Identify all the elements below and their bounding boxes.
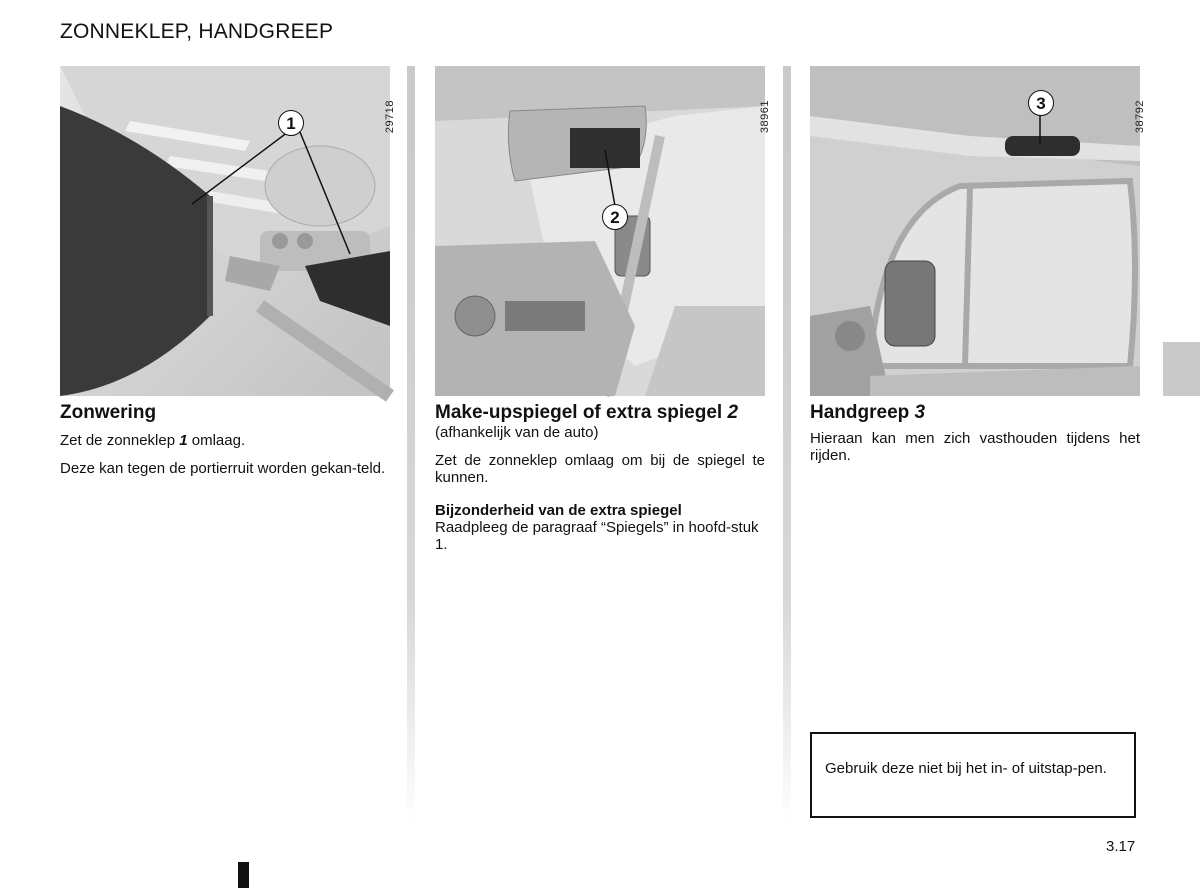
- mirror-illustration: [435, 66, 765, 396]
- callout-1: 1: [278, 110, 304, 136]
- margin-mark: [238, 862, 249, 888]
- page-number: 3.17: [1106, 838, 1136, 855]
- chapter-tab: [1163, 342, 1200, 396]
- section-heading: Handgreep 3: [810, 402, 926, 423]
- column-grab-handle: [810, 66, 1146, 464]
- section-heading: Make-upspiegel of extra spiegel 2: [435, 402, 739, 423]
- column-divider: [407, 66, 415, 826]
- body-paragraph: Hieraan kan men zich vasthouden tijdens het rijden.: [810, 430, 1140, 464]
- image-code: 29718: [384, 100, 396, 134]
- grab-handle-photo: [810, 66, 1146, 396]
- column-sun-visor: [60, 66, 396, 477]
- body-paragraph: Zet de zonneklep omlaag om bij de spiegel te kunnen.: [435, 452, 765, 486]
- body-paragraph: Raadpleeg de paragraaf “Spiegels” in hoofd-stuk 1.: [435, 519, 759, 553]
- sun-visor-illustration: [60, 66, 390, 396]
- mirror-photo: [435, 66, 771, 396]
- callout-3: 3: [1028, 90, 1054, 116]
- image-code: 38792: [1134, 100, 1146, 134]
- subheading: Bijzonderheid van de extra spiegel: [435, 502, 682, 519]
- grab-handle-illustration: [810, 66, 1140, 396]
- column-divider: [783, 66, 791, 826]
- note-box: [810, 732, 1136, 818]
- qualifier-text: (afhankelijk van de auto): [435, 424, 599, 441]
- callout-2: 2: [602, 204, 628, 230]
- section-heading: Zonwering: [60, 402, 157, 423]
- sun-visor-photo: [60, 66, 396, 396]
- page-title: ZONNEKLEP, HANDGREEP: [60, 20, 334, 43]
- image-code: 38961: [759, 100, 771, 134]
- body-paragraph: Deze kan tegen de portierruit worden gekan-teld.: [60, 460, 386, 477]
- note-text: Gebruik deze niet bij het in- of uitstap-pen.: [825, 760, 1107, 777]
- instruction-paragraph: Zet de zonneklep 1 omlaag.: [60, 432, 246, 449]
- column-mirror: [435, 66, 771, 553]
